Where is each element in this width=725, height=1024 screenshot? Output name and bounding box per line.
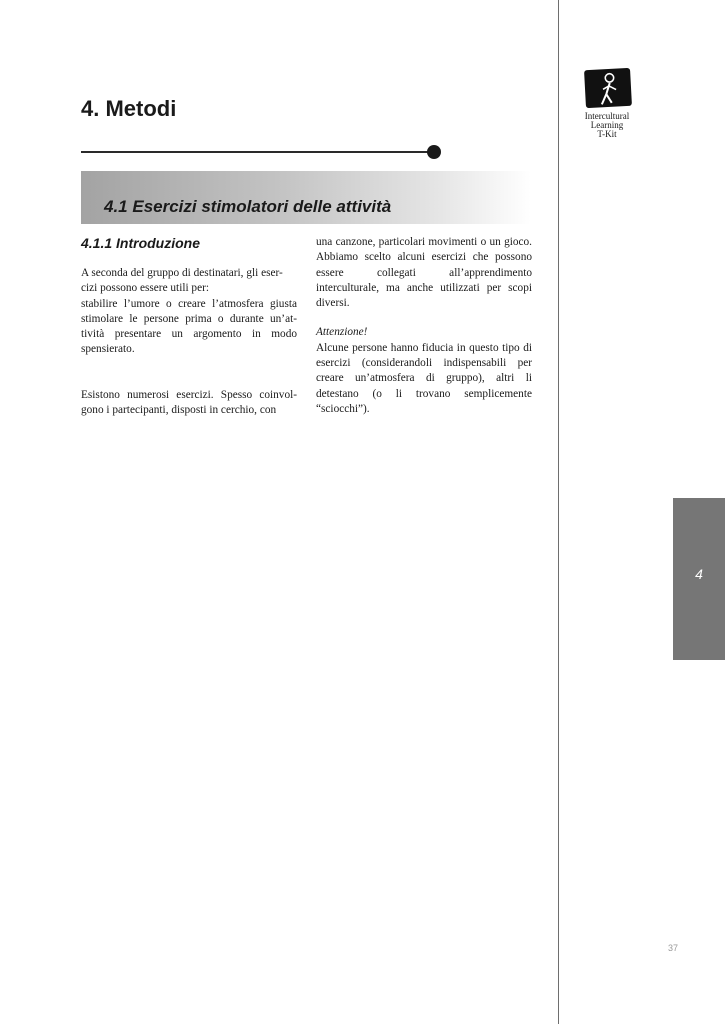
- page-number: 37: [667, 943, 678, 953]
- brand-line-3: T-Kit: [597, 129, 617, 139]
- margin-divider-line: [558, 0, 559, 1024]
- chapter-title: 4. Metodi: [81, 96, 177, 121]
- subsection-title: 4.1.1 Introduzione: [81, 235, 201, 251]
- section-title: 4.1 Esercizi stimolatori delle attività: [104, 197, 392, 216]
- intro-line-1: A seconda del gruppo di destinatari, gli eser-: [81, 267, 283, 279]
- chapter-tab-number: 4: [695, 566, 703, 582]
- left-text-column: [81, 266, 297, 418]
- chapter-title-rule: [81, 151, 431, 153]
- brand-name: [570, 112, 644, 139]
- brand-line-2: Learning: [590, 120, 624, 130]
- attention-paragraph: Alcune persone hanno fiducia in questo tipo di esercizi (considerandoli indispensabili per creare un’atmosfera di gruppo), altri li detestano (o li trovano semplicemente “sciocchi”).: [316, 341, 532, 415]
- chapter-title-rule-dot: [427, 145, 441, 159]
- intro-paragraph: [81, 266, 297, 297]
- walking-figure-icon: [584, 68, 632, 108]
- exercises-paragraph: Esistono numerosi esercizi. Spesso coinvol-gono i partecipanti, disposti in cerchio, con: [81, 388, 297, 417]
- intro-line-2: cizi possono essere utili per:: [81, 282, 210, 295]
- right-text-column: [316, 235, 532, 417]
- chapter-tab: [673, 498, 725, 660]
- brand-line-1: Intercultural: [584, 111, 630, 121]
- continuation-paragraph: una canzone, particolari movimenti o un gioco. Abbiamo scelto alcuni esercizi che possono essere collegati all’apprendimento interculturale, ma anche utilizzati per scopi diversi.: [316, 236, 532, 310]
- attention-label: Attenzione!: [316, 326, 368, 339]
- purposes-paragraph: stabilire l’umore o creare l’atmosfera giusta stimolare le persone prima o durante un’at-tività presentare un argomento in modo spensierato.: [81, 297, 297, 356]
